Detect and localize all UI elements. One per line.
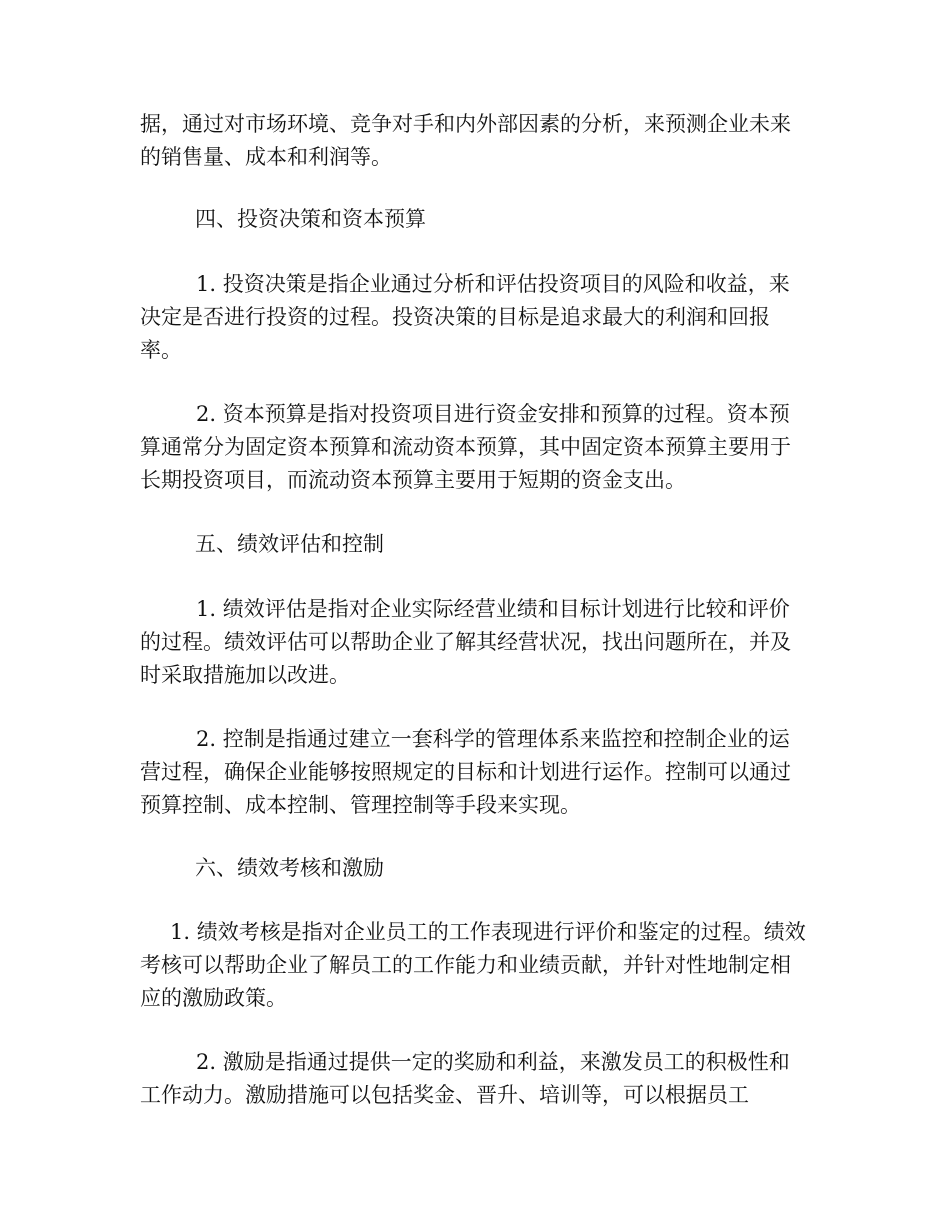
- paragraph-performance-appraisal: 1. 绩效考核是指对企业员工的工作表现进行评价和鉴定的过程。绩效考核可以帮助企业了解员工的工作能力和业绩贡献，并针对性地制定相应的激励政策。: [140, 920, 806, 1010]
- section-heading-appraisal: 六、绩效考核和激励: [195, 856, 384, 880]
- paragraph-control: 2. 控制是指通过建立一套科学的管理体系来监控和控制企业的运营过程，确保企业能够按照规定的目标和计划进行运作。控制可以通过预算控制、成本控制、管理控制等手段来实现。: [140, 727, 791, 817]
- paragraph-forecast-continuation: 据，通过对市场环境、竞争对手和内外部因素的分析，来预测企业未来的销售量、成本和利润等。: [140, 112, 791, 169]
- paragraph-performance-evaluation: 1. 绩效评估是指对企业实际经营业绩和目标计划进行比较和评价的过程。绩效评估可以帮助企业了解其经营状况，找出问题所在，并及时采取措施加以改进。: [140, 597, 791, 687]
- paragraph-capital-budget: 2. 资本预算是指对投资项目进行资金安排和预算的过程。资本预算通常分为固定资本预算和流动资本预算，其中固定资本预算主要用于长期投资项目，而流动资本预算主要用于短期的资金支出。: [140, 402, 791, 492]
- paragraph-incentive: 2. 激励是指通过提供一定的奖励和利益，来激发员工的积极性和工作动力。激励措施可以包括奖金、晋升、培训等，可以根据员工: [140, 1050, 790, 1107]
- paragraph-investment-decision: 1. 投资决策是指企业通过分析和评估投资项目的风险和收益，来决定是否进行投资的过程。投资决策的目标是追求最大的利润和回报率。: [140, 272, 790, 362]
- section-heading-performance: 五、绩效评估和控制: [195, 532, 384, 556]
- section-heading-investment: 四、投资决策和资本预算: [195, 207, 426, 231]
